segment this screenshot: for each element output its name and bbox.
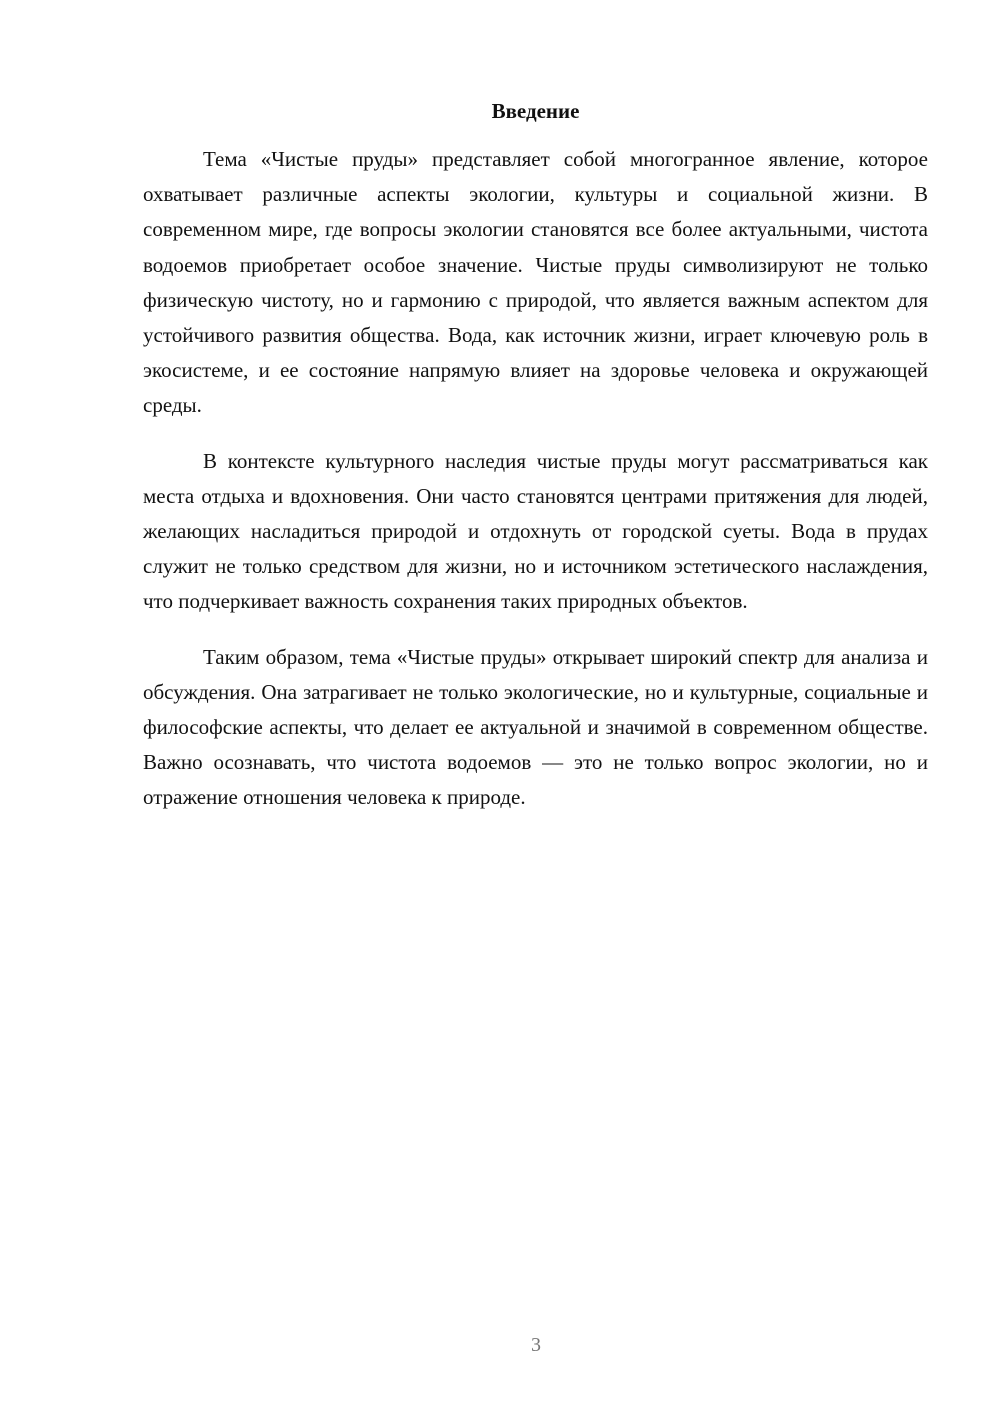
paragraph-2: В контексте культурного наследия чистые пруды могут рассматриваться как места отдыха и вдохновения. Они часто становятся центрами притяжения для людей, желающих насладиться природой и отдохнуть от городской суеты. Вода в прудах служит не только средством для жизни, но и источником эстетического наслаждения, что подчеркивает важность сохранения таких природных объектов. bbox=[143, 448, 928, 614]
paragraph-3: Таким образом, тема «Чистые пруды» открывает широкий спектр для анализа и обсуждения. Она затрагивает не только экологические, но и культурные, социальные и философские аспекты, что делает ее актуальной и значимой в современном обществе. Важно осознавать, что чистота водоемов — это не только вопрос экологии, но и отражение отношения человека к природе. bbox=[143, 644, 928, 810]
paragraph-1: Тема «Чистые пруды» представляет собой многогранное явление, которое охватывает различные аспекты экологии, культуры и социальной жизни. В современном мире, где вопросы экологии становятся все более актуальными, чистота водоемов приобретает особое значение. Чистые пруды символизируют не только физическую чистоту, но и гармонию с природой, что является важным аспектом для устойчивого развития общества. Вода, как источник жизни, играет ключевую роль в экосистеме, и ее состояние напрямую влияет на здоровье человека и окружающей среды. bbox=[143, 147, 928, 418]
document-body bbox=[143, 142, 928, 836]
page-number: 3 bbox=[531, 1334, 541, 1356]
section-heading: Введение bbox=[491, 99, 580, 123]
